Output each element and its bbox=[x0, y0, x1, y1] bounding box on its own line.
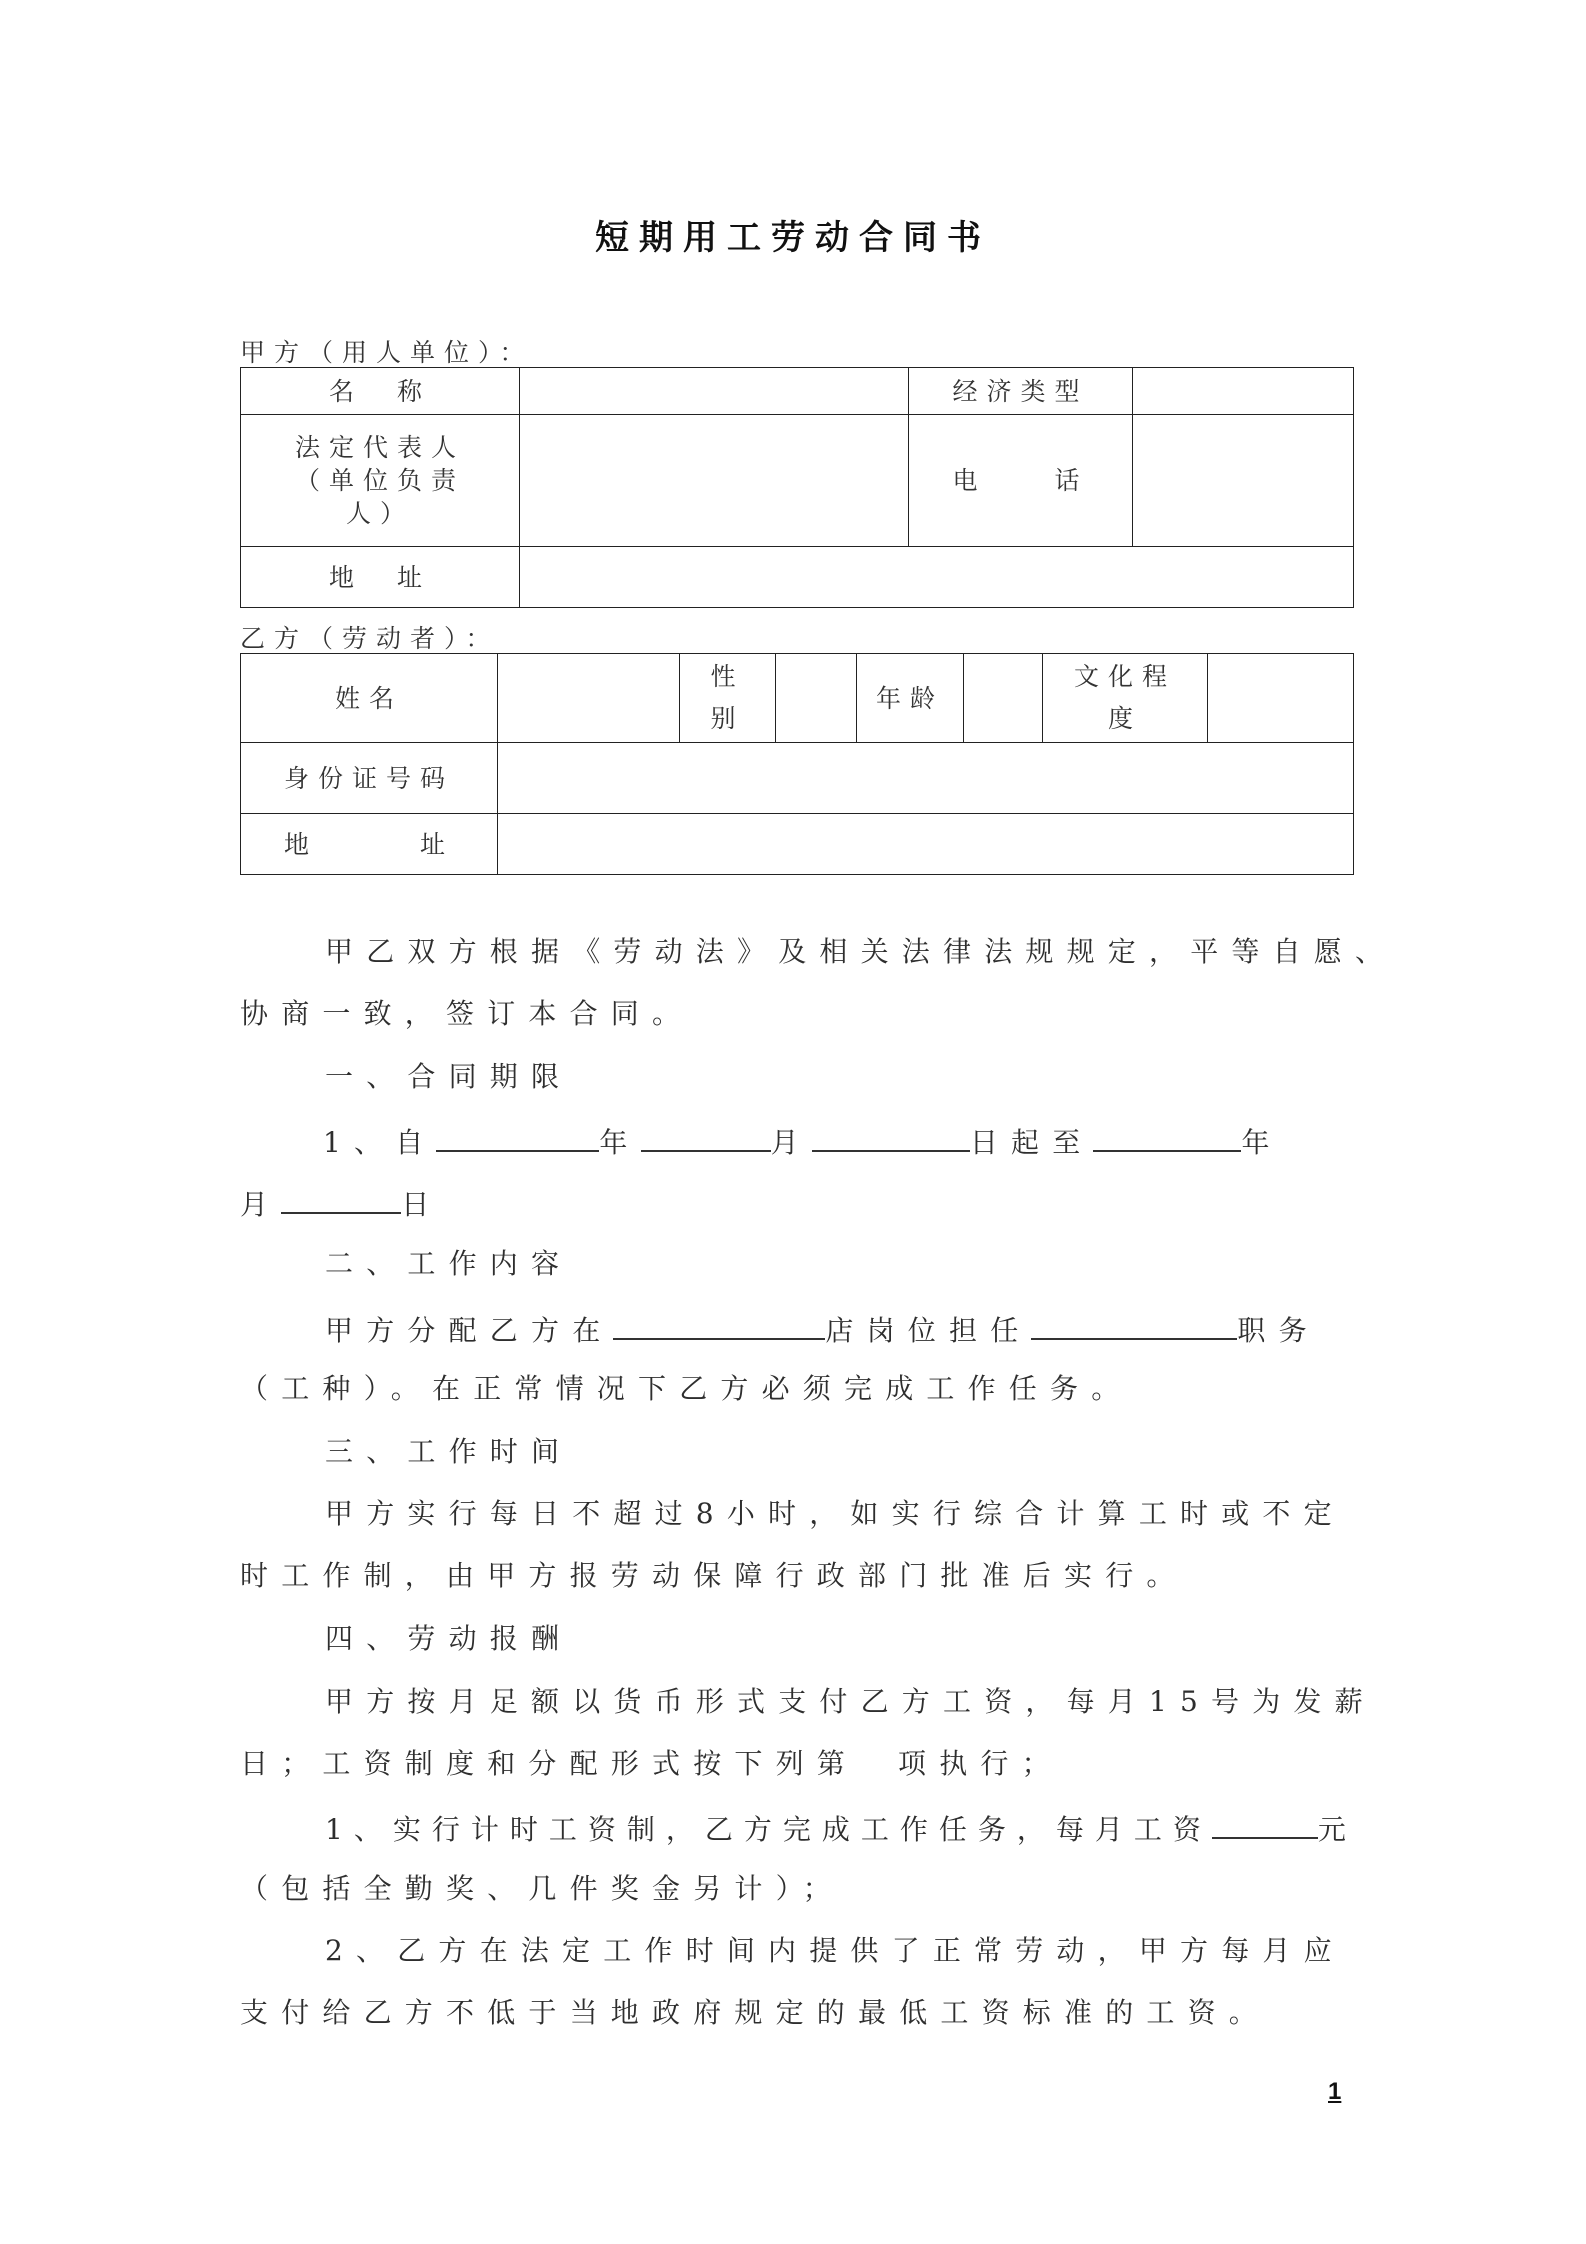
start-month-blank[interactable] bbox=[641, 1122, 771, 1152]
party-a-name-label: 名 称 bbox=[241, 368, 520, 415]
party-a-econ-type-label: 经济类型 bbox=[909, 368, 1133, 415]
remuneration-line-2 bbox=[240, 1747, 1063, 1781]
party-a-phone-label: 电 话 bbox=[909, 415, 1133, 547]
party-a-table bbox=[240, 367, 1354, 608]
party-b-name-field[interactable] bbox=[498, 654, 680, 743]
contract-period-line-2 bbox=[240, 1184, 442, 1222]
text: 日起至 bbox=[969, 1126, 1094, 1159]
party-b-name-label: 姓名 bbox=[241, 654, 498, 743]
text: 月 bbox=[240, 1188, 282, 1221]
remuneration-item-2-line-2: 支付给乙方不低于当地政府规定的最低工资标准的工资。 bbox=[240, 1996, 1271, 2029]
work-content-line-2: （工种）。在正常情况下乙方必须完成工作任务。 bbox=[240, 1372, 1133, 1405]
work-time-line-2: 时工作制，由甲方报劳动保障行政部门批准后实行。 bbox=[240, 1559, 1188, 1592]
text: 日；工资制度和分配形式按下列第 bbox=[240, 1747, 859, 1780]
party-b-address-field[interactable] bbox=[498, 814, 1354, 875]
text: 甲方分配乙方在 bbox=[325, 1314, 614, 1347]
party-b-gender-field[interactable] bbox=[776, 654, 857, 743]
document-title: 短期用工劳动合同书 bbox=[595, 218, 991, 258]
party-b-gender-label: 性 别 bbox=[680, 654, 776, 743]
party-a-address-label: 地 址 bbox=[241, 547, 520, 608]
intro-line-1: 甲乙双方根据《劳动法》及相关法律法规规定，平等自愿、 bbox=[325, 935, 1397, 968]
party-b-age-label: 年龄 bbox=[857, 654, 964, 743]
party-a-legal-rep-field[interactable] bbox=[520, 415, 909, 547]
start-day-blank[interactable] bbox=[812, 1122, 970, 1152]
party-b-age-field[interactable] bbox=[964, 654, 1043, 743]
party-b-table bbox=[240, 653, 1354, 875]
party-b-id-field[interactable] bbox=[498, 743, 1354, 814]
monthly-wage-blank[interactable] bbox=[1212, 1809, 1318, 1839]
remuneration-item-1-line-2: （包括全勤奖、几件奖金另计）； bbox=[240, 1872, 845, 1905]
party-b-id-label: 身份证号码 bbox=[241, 743, 498, 814]
section-3-heading: 三、工作时间 bbox=[325, 1435, 573, 1468]
text: 日 bbox=[401, 1188, 443, 1221]
party-b-address-label: 地 址 bbox=[241, 814, 498, 875]
party-b-heading: 乙方（劳动者）： bbox=[240, 624, 500, 653]
remuneration-item-1-line-1 bbox=[325, 1809, 1357, 1847]
party-a-econ-type-field[interactable] bbox=[1133, 368, 1354, 415]
page-number: 1 bbox=[1328, 2078, 1342, 2105]
party-a-address-field[interactable] bbox=[520, 547, 1354, 608]
intro-line-2: 协商一致，签订本合同。 bbox=[240, 997, 694, 1030]
party-a-legal-rep-label: 法定代表人 （单位负责 人） bbox=[241, 415, 520, 547]
contract-period-line-1 bbox=[323, 1122, 1283, 1160]
party-a-name-field[interactable] bbox=[520, 368, 909, 415]
text: 1、实行计时工资制，乙方完成工作任务，每月工资 bbox=[325, 1813, 1212, 1846]
party-a-phone-field[interactable] bbox=[1133, 415, 1354, 547]
work-content-line-1 bbox=[325, 1310, 1320, 1348]
end-month-blank[interactable] bbox=[281, 1184, 401, 1214]
party-b-education-label: 文化程 度 bbox=[1043, 654, 1208, 743]
end-year-blank[interactable] bbox=[1093, 1122, 1241, 1152]
remuneration-item-2-line-1: 2、乙方在法定工作时间内提供了正常劳动，甲方每月应 bbox=[325, 1934, 1345, 1967]
text: 职务 bbox=[1237, 1314, 1320, 1347]
section-1-heading: 一、合同期限 bbox=[325, 1060, 573, 1093]
start-year-blank[interactable] bbox=[436, 1122, 599, 1152]
section-2-heading: 二、工作内容 bbox=[325, 1247, 573, 1280]
text: 月 bbox=[770, 1126, 812, 1159]
text: 年 bbox=[1241, 1126, 1283, 1159]
work-time-line-1: 甲方实行每日不超过8小时，如实行综合计算工时或不定 bbox=[325, 1497, 1345, 1530]
position-blank[interactable] bbox=[1031, 1310, 1237, 1340]
party-a-heading: 甲方（用人单位）： bbox=[240, 338, 534, 367]
text: 1、自 bbox=[323, 1126, 437, 1159]
party-b-education-field[interactable] bbox=[1208, 654, 1354, 743]
text: 年 bbox=[599, 1126, 641, 1159]
remuneration-line-1: 甲方按月足额以货币形式支付乙方工资，每月15号为发薪 bbox=[325, 1685, 1376, 1718]
text: 店岗位担任 bbox=[825, 1314, 1032, 1347]
store-blank[interactable] bbox=[613, 1310, 825, 1340]
text: 元 bbox=[1317, 1813, 1357, 1846]
text: 项执行； bbox=[898, 1747, 1063, 1780]
section-4-heading: 四、劳动报酬 bbox=[325, 1622, 573, 1655]
